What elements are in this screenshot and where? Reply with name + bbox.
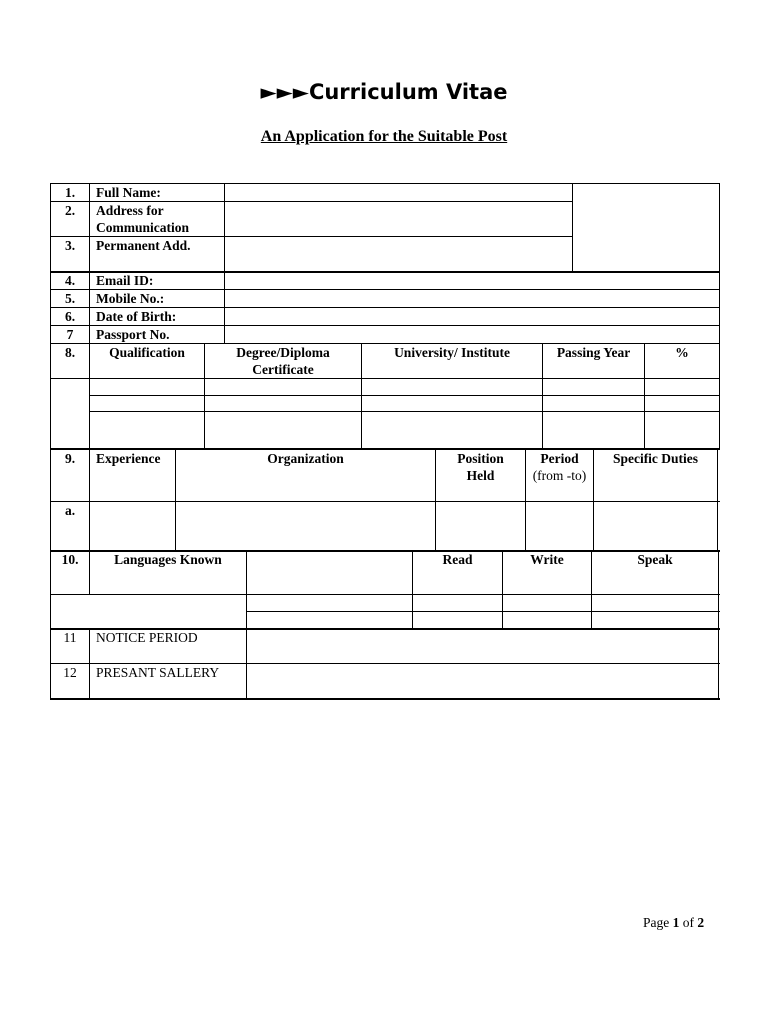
experience-header: Specific Duties [612, 451, 699, 466]
row-label: Date of Birth: [96, 309, 177, 324]
row-label: Passport No. [96, 327, 170, 342]
languages-header: Write [530, 552, 564, 567]
row-number: 3. [64, 238, 76, 253]
experience-header: Position Held [457, 451, 504, 483]
table-rule [719, 183, 720, 344]
row-number: 2. [64, 203, 76, 218]
row-label: Address for Communication [96, 203, 190, 235]
row-number: 12 [63, 665, 77, 680]
table-rule [50, 378, 720, 379]
experience-header: Experience [96, 451, 161, 466]
notice-input[interactable] [247, 630, 718, 663]
photo-box[interactable] [573, 184, 719, 271]
table-rule [246, 551, 247, 629]
table-rule [50, 698, 720, 700]
row-label: a. [64, 503, 76, 518]
salary-input[interactable] [247, 665, 718, 698]
qualification-header: Passing Year [556, 345, 631, 360]
table-rule [89, 395, 720, 396]
row-label: Mobile No.: [96, 291, 165, 306]
table-rule [717, 449, 718, 551]
row-number: 8. [64, 345, 76, 360]
qualification-header: Qualification [109, 345, 185, 360]
row-label: Permanent Add. [96, 238, 191, 253]
page-middle: of [679, 915, 698, 930]
document-subtitle: An Application for the Suitable Post [260, 128, 508, 145]
row-label: Email ID: [96, 273, 154, 288]
table-rule [89, 411, 720, 412]
experience-header: Period [540, 451, 579, 466]
table-rule [246, 611, 720, 612]
languages-header: Read [442, 552, 473, 567]
page-total: 2 [697, 915, 705, 930]
input-3[interactable] [225, 237, 572, 271]
row-number: 1. [64, 185, 76, 200]
table-rule [719, 343, 720, 449]
languages-label: Languages Known [114, 552, 222, 567]
table-rule [50, 501, 720, 502]
experience-header: Organization [267, 451, 344, 466]
salary-label: PRESANT SALLERY [96, 665, 220, 680]
row-label: Full Name: [96, 185, 161, 200]
input-6[interactable] [225, 308, 719, 325]
qualification-header: University/ Institute [394, 345, 510, 360]
languages-header: Speak [637, 552, 673, 567]
page-prefix: Page [643, 915, 673, 930]
input-5[interactable] [225, 290, 719, 307]
experience-header: (from -to) [532, 468, 587, 483]
row-number: 5. [64, 291, 76, 306]
notice-label: NOTICE PERIOD [96, 630, 198, 645]
input-1[interactable] [225, 184, 572, 201]
row-number: 11 [63, 630, 77, 645]
row-number: 4. [64, 273, 76, 288]
input-7[interactable] [225, 326, 719, 343]
row-number: 7 [66, 327, 74, 342]
page-current: 1 [672, 915, 680, 930]
row-number: 6. [64, 309, 76, 324]
input-4[interactable] [225, 272, 719, 289]
table-rule [718, 551, 719, 629]
page-number [643, 915, 704, 931]
qualification-header: % [675, 345, 689, 360]
row-number: 9. [64, 451, 76, 466]
document-title: ►►►Curriculum Vitae [260, 80, 508, 104]
input-2[interactable] [225, 202, 572, 236]
row-number: 10. [61, 552, 79, 567]
table-rule [50, 594, 720, 595]
table-rule [718, 629, 719, 699]
qualification-header: Degree/Diploma Certificate [236, 345, 330, 377]
